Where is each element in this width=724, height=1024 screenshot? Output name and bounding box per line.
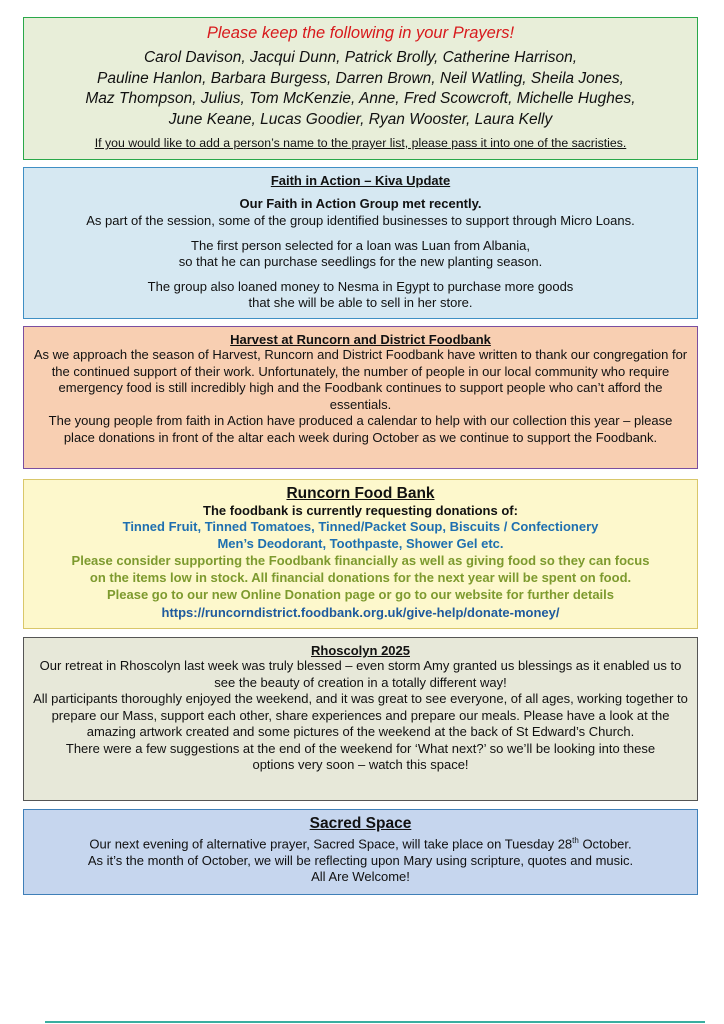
faith-in-action-title: Faith in Action – Kiva Update — [270, 173, 451, 188]
food-bank-items-line2: Men’s Deodorant, Toothpaste, Shower Gel etc. — [217, 536, 504, 551]
food-bank-title: Runcorn Food Bank — [286, 485, 435, 502]
rhoscolyn-para1: Our retreat in Rhoscolyn last week was truly blessed – even storm Amy granted us blessings as it enabled us to see the beauty of creation in a totally different way! — [39, 658, 682, 690]
harvest-box — [23, 326, 698, 469]
harvest-title: Harvest at Runcorn and District Foodbank — [230, 332, 491, 347]
prayer-names — [24, 48, 697, 130]
prayers-box — [23, 17, 698, 160]
prayer-list-note: If you would like to add a person’s name to the prayer list, please pass it into one of the sacristies. — [94, 136, 627, 150]
donate-link[interactable]: https://runcorndistrict.foodbank.org.uk/give-help/donate-money/ — [161, 605, 560, 620]
faith-para2-line1: The first person selected for a loan was Luan from Albania, — [191, 237, 530, 253]
faith-para2-line2: so that he can purchase seedlings for the new planting season. — [178, 254, 543, 269]
rhoscolyn-title: Rhoscolyn 2025 — [311, 643, 410, 658]
sacred-space-line1-month: October. — [578, 836, 632, 852]
faith-para3-line1: The group also loaned money to Nesma in Egypt to purchase more goods — [147, 278, 574, 294]
sacred-space-line3: All Are Welcome! — [311, 869, 410, 885]
harvest-para2: The young people from faith in Action have produced a calendar to help with our collection this year – please place donations in front of the altar each week during October as we continue to support the Foodbank. — [48, 413, 673, 445]
sacred-space-box — [23, 809, 698, 895]
prayer-names-line: Carol Davison, Jacqui Dunn, Patrick Brolly, Catherine Harrison, — [143, 49, 578, 66]
food-bank-appeal-line1: Please consider supporting the Foodbank financially as well as giving food so they can focus — [71, 553, 650, 568]
food-bank-appeal-line2: on the items low in stock. All financial donations for the next year will be spent on food. — [89, 570, 632, 585]
faith-para3-line2: that she will be able to sell in her store. — [248, 295, 473, 310]
prayer-names-line: June Keane, Lucas Goodier, Ryan Wooster, Laura Kelly — [168, 110, 553, 128]
food-bank-appeal-line3: Please go to our new Online Donation page or go to our website for further details — [106, 587, 615, 602]
sacred-space-line1-text: Our next evening of alternative prayer, Sacred Space, will take place on Tuesday 28 — [89, 836, 573, 852]
faith-intro: As part of the session, some of the group identified businesses to support through Micro Loans. — [86, 213, 635, 228]
faith-intro-bold: Our Faith in Action Group met recently. — [239, 196, 482, 211]
food-bank-box — [23, 479, 698, 629]
harvest-para1: As we approach the season of Harvest, Runcorn and District Foodbank have written to thank our congregation for the continued support of their work. Unfortunately, the number of people in our local community who require emergency food is still incredibly high and the Foodbank continues to support people who can’t afford the essentials. — [33, 347, 688, 412]
food-bank-subtitle: The foodbank is currently requesting donations of: — [203, 503, 518, 518]
sacred-space-title: Sacred Space — [309, 815, 412, 832]
prayer-names-line: Maz Thompson, Julius, Tom McKenzie, Anne, Fred Scowcroft, Michelle Hughes, — [85, 90, 636, 107]
sacred-space-line2: As it’s the month of October, we will be reflecting upon Mary using scripture, quotes and music. — [87, 852, 634, 868]
footer-divider — [45, 1021, 705, 1023]
sacred-space-line1 — [24, 833, 697, 853]
date-ordinal-suffix: th — [572, 836, 579, 845]
prayer-names-line: Pauline Hanlon, Barbara Burgess, Darren Brown, Neil Watling, Sheila Jones, — [97, 69, 624, 87]
rhoscolyn-para3: There were a few suggestions at the end of the weekend for ‘What next?’ so we’ll be looking into these options very soon – watch this space! — [65, 740, 656, 772]
rhoscolyn-para2: All participants thoroughly enjoyed the weekend, and it was great to see everyone, of all ages, working together to prepare our Mass, support each other, share experiences and prepare our meals. Please have a look at the amazing artwork created and some pictures of the weekend at the back of St Edward’s Church. — [33, 691, 688, 739]
rhoscolyn-box — [23, 637, 698, 801]
faith-in-action-box — [23, 167, 698, 319]
food-bank-items-line1: Tinned Fruit, Tinned Tomatoes, Tinned/Packet Soup, Biscuits / Confectionery — [122, 519, 599, 534]
prayers-heading: Please keep the following in your Prayers! — [206, 24, 515, 42]
